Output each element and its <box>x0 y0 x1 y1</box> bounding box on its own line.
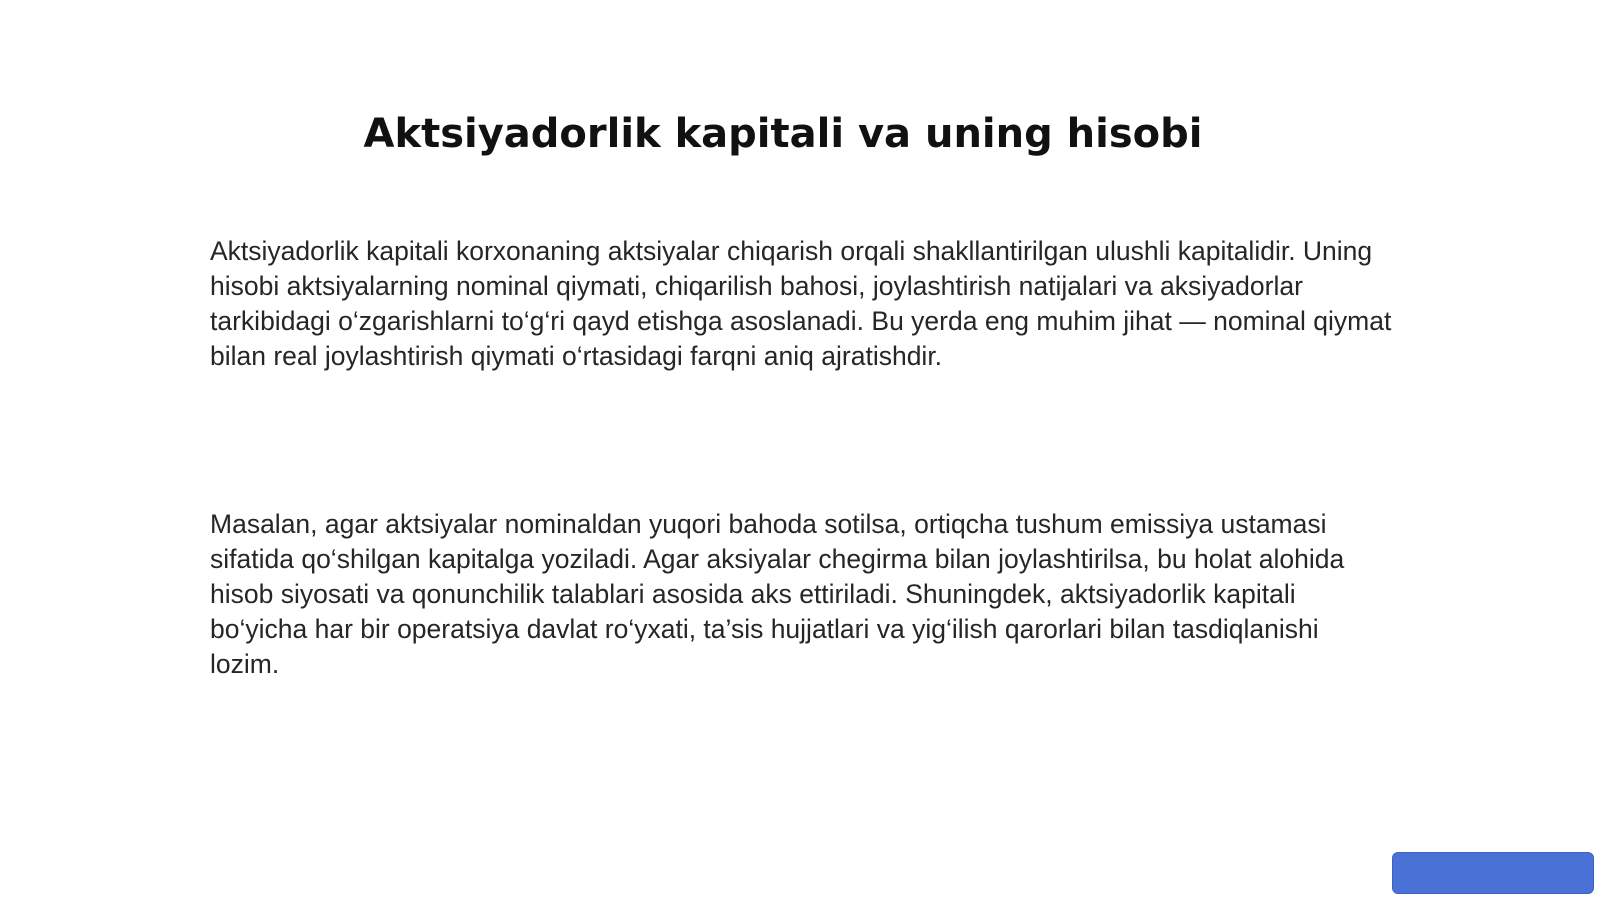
body-paragraph-1: Aktsiyadorlik kapitali korxonaning aktsiyalar chiqarish orqali shakllantirilgan ulushli kapitalidir. Uning hisobi aktsiyalarning nominal qiymati, chiqarilish bahosi, joylashtirish natijalari va aksiyadorlar tarkibidagi o‘zgarishlarni to‘g‘ri qayd etishga asoslanadi. Bu yerda eng muhim jihat — nominal qiymat bilan real joylashtirish qiymati o‘rtasidagi farqni aniq ajratishdir. <box>210 236 1392 371</box>
body-paragraph-2: Masalan, agar aktsiyalar nominaldan yuqori bahoda sotilsa, ortiqcha tushum emissiya ustamasi sifatida qo‘shilgan kapitalga yoziladi. Agar aksiyalar chegirma bilan joylashtirilsa, bu holat alohida hisob siyosati va qonunchilik talablari asosida aks ettiriladi. Shuningdek, aktsiyadorlik kapitali bo‘yicha har bir operatsiya davlat ro‘yxati, ta’sis hujjatlari va yig‘ilish qarorlari bilan tasdiqlanishi lozim. <box>210 509 1345 679</box>
slide-title: Aktsiyadorlik kapitali va uning hisobi <box>363 111 1203 157</box>
blue-action-button[interactable] <box>1392 852 1594 894</box>
